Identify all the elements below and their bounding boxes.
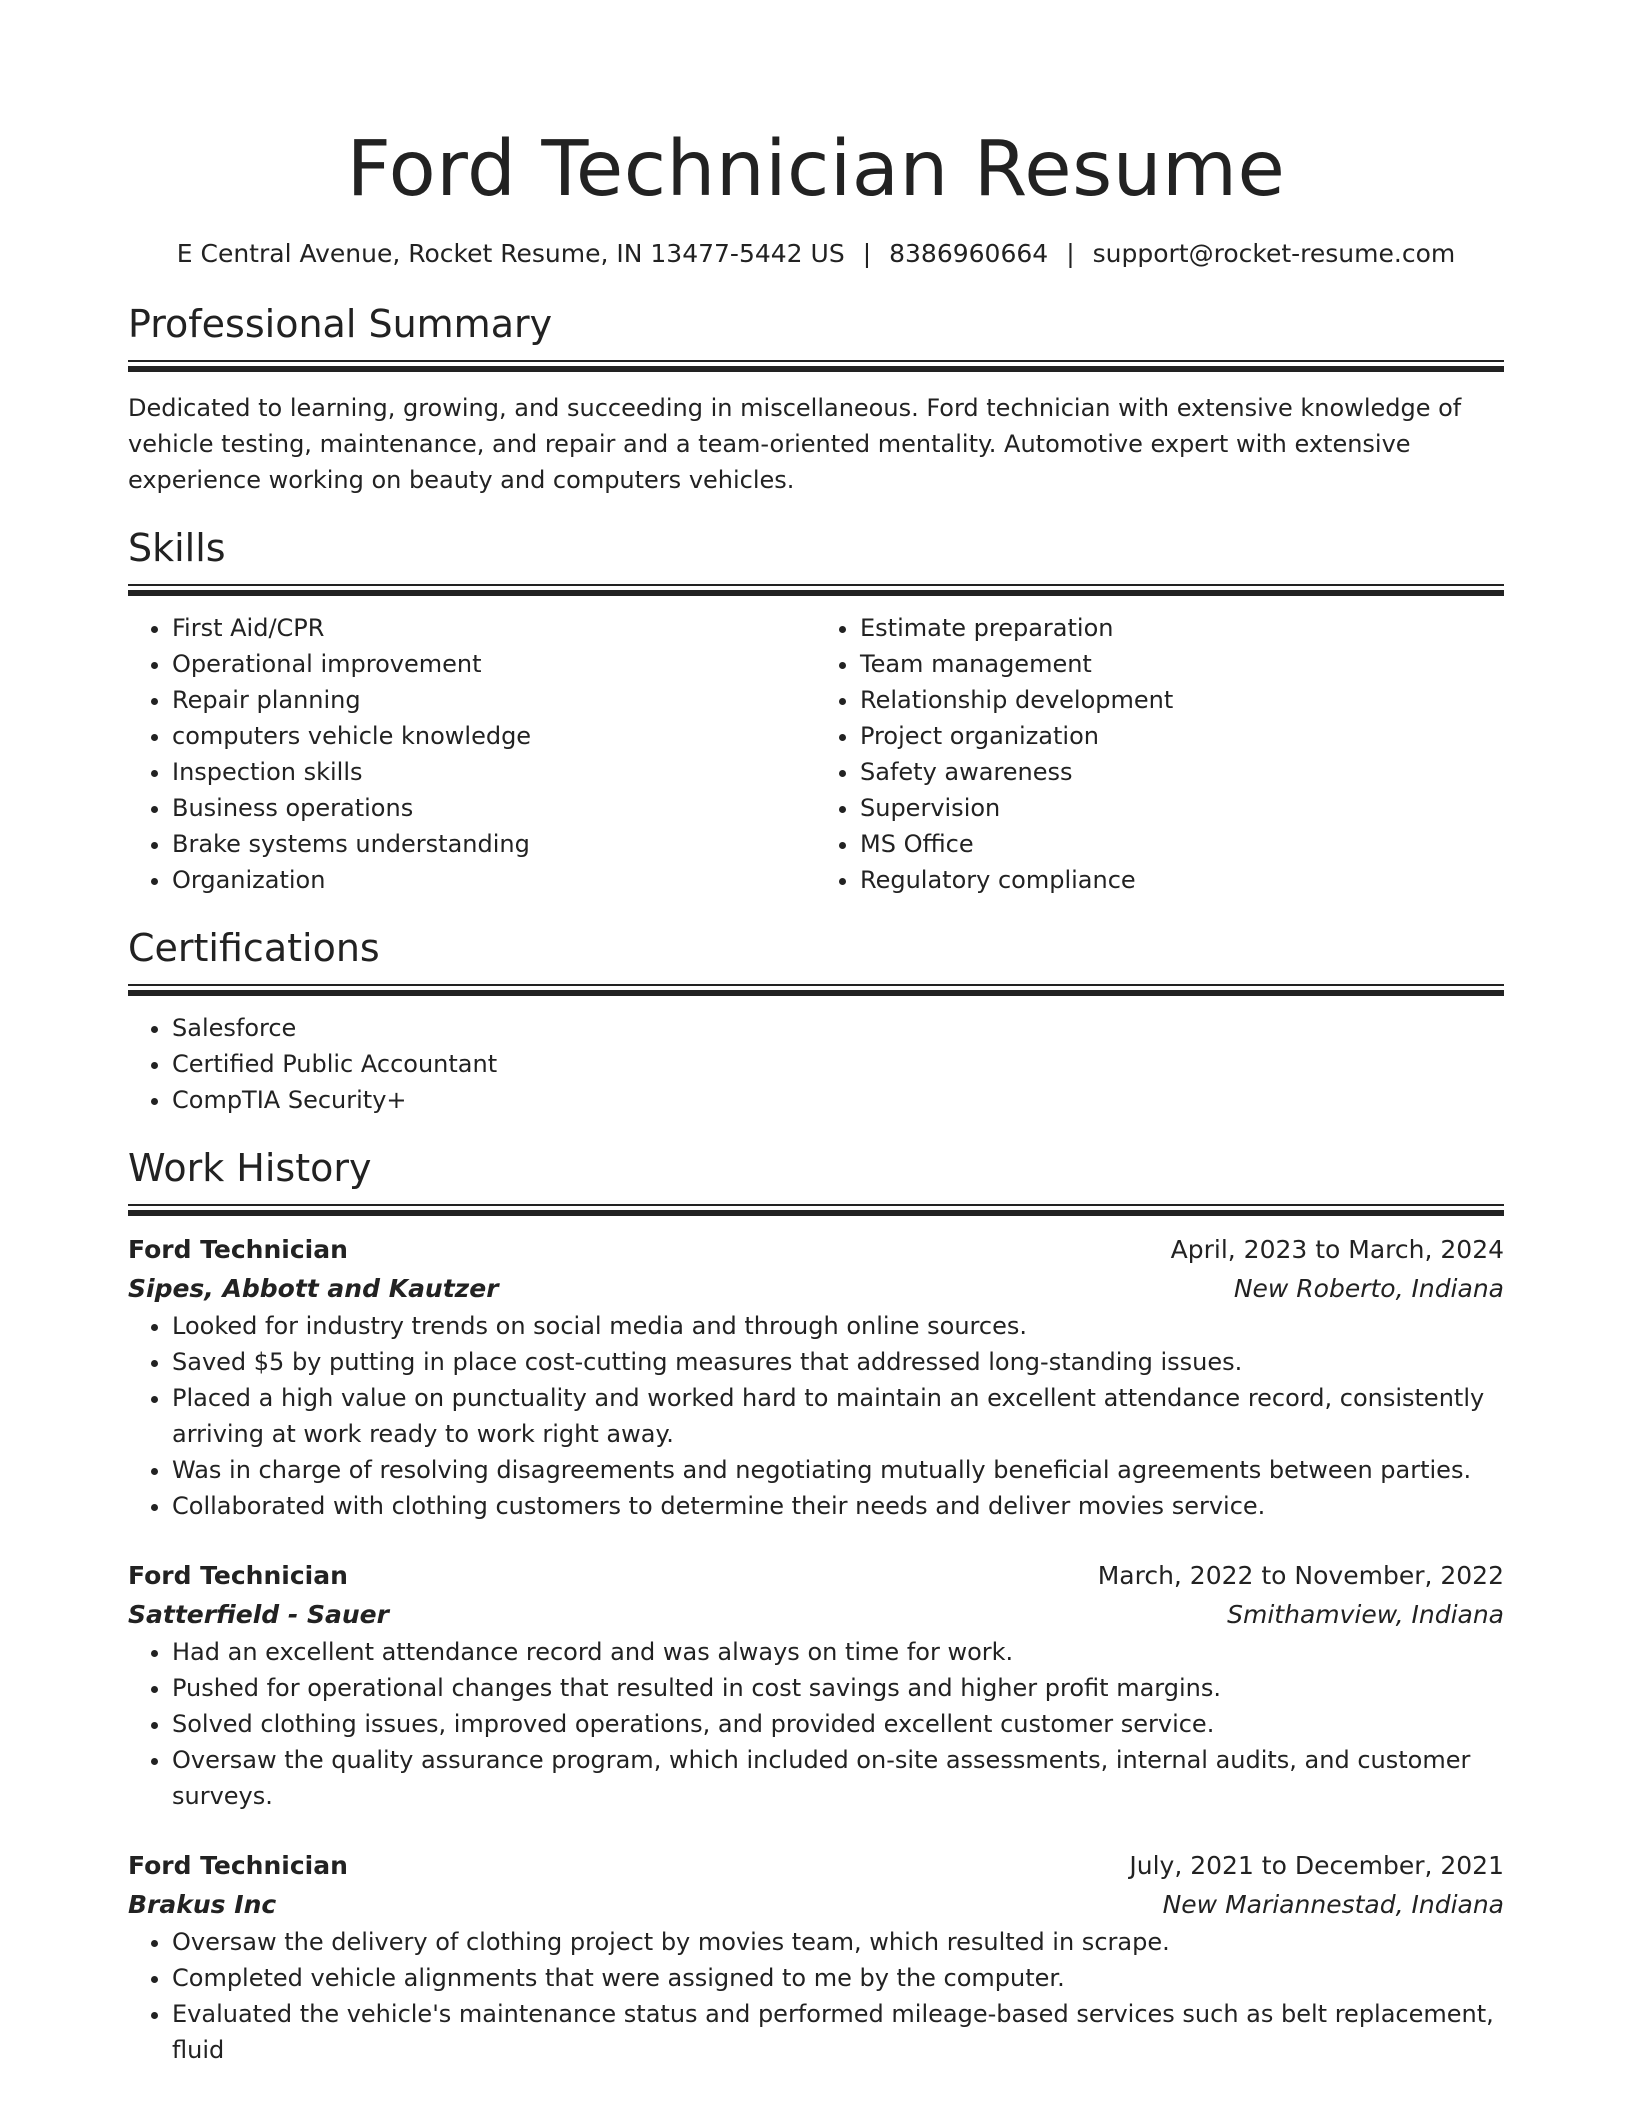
section-divider — [128, 584, 1504, 596]
skill-item: • Safety awareness — [860, 754, 1504, 790]
contact-separator: | — [862, 239, 872, 268]
job-dates: April, 2023 to March, 2024 — [1170, 1235, 1504, 1264]
skill-item: • Repair planning — [172, 682, 816, 718]
job-location: Smithamview, Indiana — [1227, 1600, 1504, 1629]
job-company: Brakus Inc — [128, 1890, 277, 1919]
job-bullets — [128, 1308, 1504, 1524]
skill-item: • Inspection skills — [172, 754, 816, 790]
job-location: New Roberto, Indiana — [1233, 1274, 1504, 1303]
job-bullet: • Saved $5 by putting in place cost-cutting measures that addressed long-standing issues. — [172, 1344, 1504, 1380]
certification-item: • CompTIA Security+ — [172, 1082, 1504, 1118]
summary-text: Dedicated to learning, growing, and succeeding in miscellaneous. Ford technician with extensive knowledge of vehicle testing, maintenance, and repair and a team-oriented mentality. Automotive expert with extensive experience working on beauty and computers vehicles. — [128, 394, 1462, 494]
job-title: Ford Technician — [128, 1235, 348, 1264]
certification-item: • Certified Public Accountant — [172, 1046, 1504, 1082]
skill-item: • Supervision — [860, 790, 1504, 826]
job-bullet: • Solved clothing issues, improved operations, and provided excellent customer service. — [172, 1706, 1504, 1742]
certifications-section — [128, 924, 1504, 1118]
skills-grid — [128, 610, 1504, 898]
job-title: Ford Technician — [128, 1851, 348, 1880]
contact-address: E Central Avenue, Rocket Resume, IN 13477-5442 US — [176, 239, 845, 268]
skill-item: • Team management — [860, 646, 1504, 682]
section-heading-certifications: Certifications — [128, 926, 380, 970]
skills-list-left — [128, 610, 816, 898]
job-entry — [128, 1230, 1504, 1524]
job-bullet: • Collaborated with clothing customers to determine their needs and deliver movies service. — [172, 1488, 1504, 1524]
job-bullet: • Oversaw the delivery of clothing project by movies team, which resulted in scrape. — [172, 1924, 1504, 1960]
page-title: Ford Technician Resume — [346, 125, 1286, 214]
skill-item: • Brake systems understanding — [172, 826, 816, 862]
skill-item: • MS Office — [860, 826, 1504, 862]
job-bullet: • Was in charge of resolving disagreements and negotiating mutually beneficial agreements between parties. — [172, 1452, 1504, 1488]
job-bullet: • Placed a high value on punctuality and worked hard to maintain an excellent attendance record, consistently arriving at work ready to work right away. — [172, 1380, 1504, 1452]
job-bullet: • Oversaw the quality assurance program, which included on-site assessments, internal audits, and customer surveys. — [172, 1742, 1504, 1814]
skill-item: • Organization — [172, 862, 816, 898]
job-bullet: • Completed vehicle alignments that were assigned to me by the computer. — [172, 1960, 1504, 1996]
job-entry — [128, 1846, 1504, 2068]
skill-item: • computers vehicle knowledge — [172, 718, 816, 754]
contact-email: support@rocket-resume.com — [1092, 239, 1456, 268]
section-heading-summary: Professional Summary — [128, 302, 553, 346]
section-divider — [128, 360, 1504, 372]
job-dates: March, 2022 to November, 2022 — [1097, 1561, 1504, 1590]
job-dates: July, 2021 to December, 2021 — [1129, 1851, 1504, 1880]
skill-item: • Regulatory compliance — [860, 862, 1504, 898]
job-company: Sipes, Abbott and Kautzer — [128, 1274, 499, 1303]
section-heading-work-history: Work History — [128, 1146, 372, 1190]
contact-separator: | — [1066, 239, 1075, 268]
contact-line — [128, 238, 1504, 270]
skill-item: • Operational improvement — [172, 646, 816, 682]
section-heading-skills: Skills — [128, 526, 226, 570]
skill-item: • Business operations — [172, 790, 816, 826]
job-bullet: • Pushed for operational changes that resulted in cost savings and higher profit margins. — [172, 1670, 1504, 1706]
certifications-list — [128, 1010, 1504, 1118]
skill-item: • First Aid/CPR — [172, 610, 816, 646]
certification-item: • Salesforce — [172, 1010, 1504, 1046]
job-location: New Mariannestad, Indiana — [1162, 1890, 1504, 1919]
summary-section — [128, 300, 1504, 498]
job-bullets — [128, 1924, 1504, 2068]
section-divider — [128, 1204, 1504, 1216]
section-divider — [128, 984, 1504, 996]
job-company: Satterfield - Sauer — [128, 1600, 389, 1629]
job-bullets — [128, 1634, 1504, 1814]
resume-page — [128, 0, 1504, 2068]
skill-item: • Relationship development — [860, 682, 1504, 718]
job-bullet: • Looked for industry trends on social media and through online sources. — [172, 1308, 1504, 1344]
skills-list-right — [816, 610, 1504, 898]
job-bullet: • Had an excellent attendance record and was always on time for work. — [172, 1634, 1504, 1670]
job-entry — [128, 1556, 1504, 1814]
skills-section — [128, 524, 1504, 898]
skill-item: • Estimate preparation — [860, 610, 1504, 646]
work-history-section — [128, 1144, 1504, 2068]
skill-item: • Project organization — [860, 718, 1504, 754]
job-bullet: • Evaluated the vehicle's maintenance status and performed mileage-based services such as belt replacement, fluid — [172, 1996, 1504, 2068]
contact-phone: 8386960664 — [889, 239, 1049, 268]
job-title: Ford Technician — [128, 1561, 348, 1590]
